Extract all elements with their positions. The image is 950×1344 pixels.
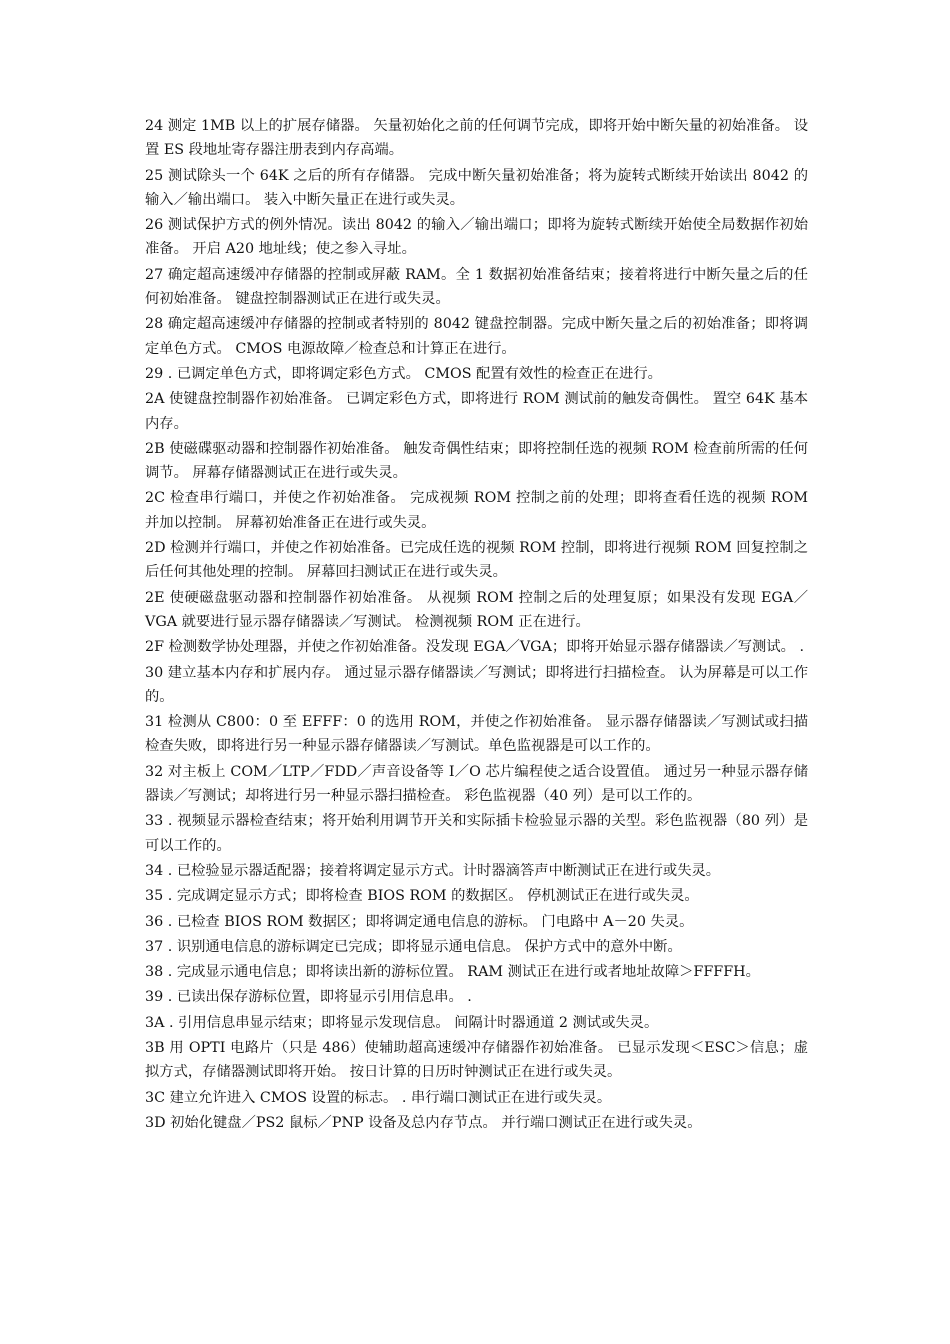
paragraph-3b: 3B 用 OPTI 电路片（只是 486）使辅助超高速缓冲存储器作初始准备。 已显示发现＜ESC＞信息；虚拟方式，存储器测试即将开始。 按日计算的日历时钟测试正在进行或失灵。 [145, 1039, 808, 1081]
paragraph-26: 26 测试保护方式的例外情况。读出 8042 的输入／输出端口；即将为旋转式断续开始使全局数据作初始准备。 开启 A20 地址线；使之参入寻址。 [145, 217, 808, 258]
document-body [145, 114, 808, 1136]
paragraph-35: 35 . 完成调定显示方式；即将检查 BIOS ROM 的数据区。 停机测试正在进行或失灵。 [145, 888, 699, 905]
paragraph-2e: 2E 使硬磁盘驱动器和控制器作初始准备。 从视频 ROM 控制之后的处理复原；如果没有发现 EGA／VGA 就要进行显示器存储器读／写测试。 检测视频 ROM 正在进行。 [145, 589, 808, 630]
paragraph-37: 37 . 识别通电信息的游标调定已完成；即将显示通电信息。 保护方式中的意外中断。 [145, 938, 682, 955]
paragraph-30: 30 建立基本内存和扩展内存。 通过显示器存储器读／写测试；即将进行扫描检查。 认为屏幕是可以工作的。 [145, 664, 808, 705]
paragraph-33: 33 . 视频显示器检查结束；将开始利用调节开关和实际插卡检验显示器的关型。彩色监视器（80 列）是可以工作的。 [145, 813, 808, 854]
paragraph-2b: 2B 使磁碟驱动器和控制器作初始准备。 触发奇偶性结束；即将控制任选的视频 ROM 检查前所需的任何调节。 屏幕存储器测试正在进行或失灵。 [145, 440, 808, 482]
paragraph-3d: 3D 初始化键盘／PS2 鼠标／PNP 设备及总内存节点。 并行端口测试正在进行或失灵。 [145, 1114, 702, 1131]
paragraph-3c: 3C 建立允许进入 CMOS 设置的标志。 . 串行端口测试正在进行或失灵。 [145, 1089, 612, 1106]
paragraph-39: 39 . 已读出保存游标位置，即将显示引用信息串。 . [145, 989, 472, 1006]
paragraph-24: 24 测定 1MB 以上的扩展存储器。 矢量初始化之前的任何调节完成，即将开始中断矢量的初始准备。 设置 ES 段地址寄存器注册表到内存高端。 [145, 118, 808, 159]
paragraph-31: 31 检测从 C800：0 至 EFFF：0 的选用 ROM，并使之作初始准备。 显示器存储器读／写测试或扫描检查失败，即将进行另一种显示器存储器读／写测试。单色监视器是可以工作的。 [145, 714, 808, 755]
paragraph-38: 38 . 完成显示通电信息；即将读出新的游标位置。 RAM 测试正在进行或者地址故障＞FFFFH。 [145, 964, 760, 981]
paragraph-2a: 2A 使键盘控制器作初始准备。 已调定彩色方式，即将进行 ROM 测试前的触发奇偶性。 置空 64K 基本内存。 [145, 391, 808, 432]
paragraph-36: 36 . 已检查 BIOS ROM 数据区；即将调定通电信息的游标。 门电路中 A－20 失灵。 [145, 913, 694, 930]
paragraph-27: 27 确定超高速缓冲存储器的控制或屏蔽 RAM。全 1 数据初始准备结束；接着将进行中断矢量之后的任何初始准备。 键盘控制器测试正在进行或失灵。 [145, 266, 808, 308]
paragraph-3a: 3A . 引用信息串显示结束；即将显示发现信息。 间隔计时器通道 2 测试或失灵。 [145, 1014, 659, 1031]
paragraph-29: 29 . 已调定单色方式，即将调定彩色方式。 CMOS 配置有效性的检查正在进行。 [145, 365, 662, 382]
paragraph-2d: 2D 检测并行端口，并使之作初始准备。已完成任选的视频 ROM 控制，即将进行视频 ROM 回复控制之后任何其他处理的控制。 屏幕回扫测试正在进行或失灵。 [145, 540, 808, 581]
paragraph-2f: 2F 检测数学协处理器，并使之作初始准备。没发现 EGA／VGA；即将开始显示器存储器读／写测试。 . [145, 639, 805, 656]
paragraph-32: 32 对主板上 COM／LTP／FDD／声音设备等 I／O 芯片编程使之适合设置值。 通过另一种显示器存储器读／写测试；却将进行另一种显示器扫描检查。 彩色监视器（40 列）是可以工作的。 [145, 763, 808, 805]
paragraph-2c: 2C 检查串行端口，并使之作初始准备。 完成视频 ROM 控制之前的处理；即将查看任选的视频 ROM 并加以控制。 屏幕初始准备正在进行或失灵。 [145, 490, 808, 531]
paragraph-28: 28 确定超高速缓冲存储器的控制或者特别的 8042 键盘控制器。完成中断矢量之后的初始准备；即将调定单色方式。 CMOS 电源故障／检查总和计算正在进行。 [145, 316, 808, 357]
paragraph-25: 25 测试除头一个 64K 之后的所有存储器。 完成中断矢量初始准备；将为旋转式断续开始读出 8042 的输入／输出端口。 装入中断矢量正在进行或失灵。 [145, 167, 808, 208]
paragraph-34: 34 . 已检验显示器适配器；接着将调定显示方式。计时器滴答声中断测试正在进行或失灵。 [145, 862, 721, 879]
